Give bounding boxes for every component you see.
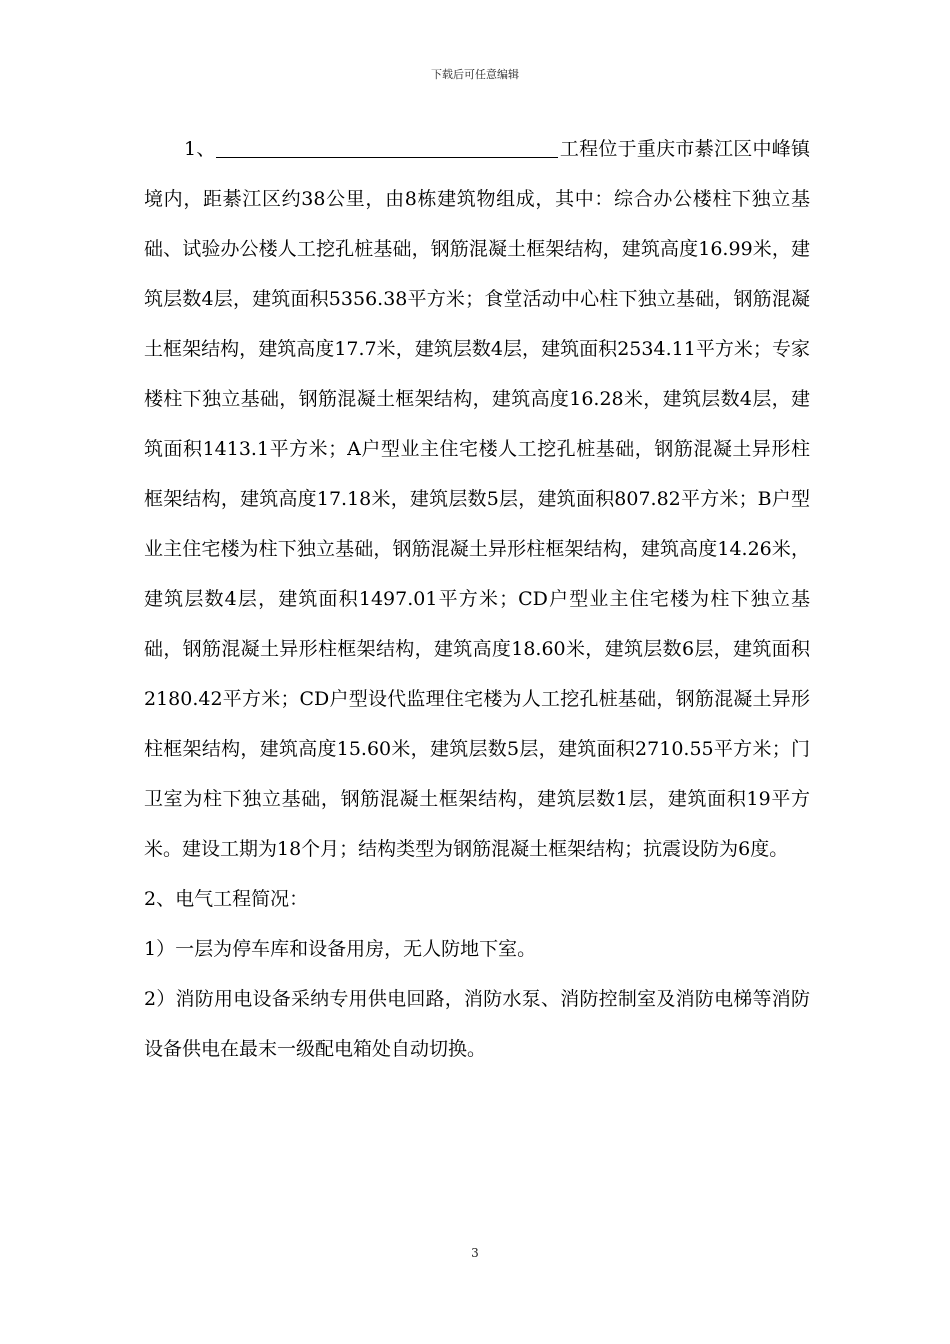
- paragraph-number: 1、: [184, 138, 216, 160]
- paragraph-project-overview: [144, 124, 810, 874]
- paragraph-item-2: 2）消防用电设备采纳专用供电回路，消防水泵、消防控制室及消防电梯等消防设备供电在最末一级配电箱处自动切换。: [144, 988, 810, 1060]
- fill-in-blank-line: [216, 138, 558, 158]
- paragraph-electrical-heading: 2、电气工程简况：: [144, 888, 309, 910]
- paragraph-item-1: 1）一层为停车库和设备用房，无人防地下室。: [144, 938, 537, 960]
- page-header: 下载后可任意编辑: [431, 68, 519, 81]
- page-number: 3: [471, 1246, 479, 1260]
- document-body: [144, 124, 810, 1074]
- paragraph-text: 工程位于重庆市綦江区中峰镇境内，距綦江区约38公里，由8栋建筑物组成，其中：综合办公楼柱下独立基础、试验办公楼人工挖孔桩基础，钢筋混凝土框架结构，建筑高度16.99米，建筑层数4层，建筑面积5356.38平方米；食堂活动中心柱下独立基础，钢筋混凝土框架结构，建筑高度17.7米，建筑层数4层，建筑面积2534.11平方米；专家楼柱下独立基础，钢筋混凝土框架结构，建筑高度16.28米，建筑层数4层，建筑面积1413.1平方米；A户型业主住宅楼人工挖孔桩基础，钢筋混凝土异形柱框架结构，建筑高度17.18米，建筑层数5层，建筑面积807.82平方米；B户型业主住宅楼为柱下独立基础，钢筋混凝土异形柱框架结构，建筑高度14.26米，建筑层数4层，建筑面积1497.01平方米；CD户型业主住宅楼为柱下独立基础，钢筋混凝土异形柱框架结构，建筑高度18.60米，建筑层数6层，建筑面积2180.42平方米；CD户型设代监理住宅楼为人工挖孔桩基础，钢筋混凝土异形柱框架结构，建筑高度15.60米，建筑层数5层，建筑面积2710.55平方米；门卫室为柱下独立基础，钢筋混凝土框架结构，建筑层数1层，建筑面积19平方米。建设工期为18个月；结构类型为钢筋混凝土框架结构；抗震设防为6度。: [144, 138, 810, 860]
